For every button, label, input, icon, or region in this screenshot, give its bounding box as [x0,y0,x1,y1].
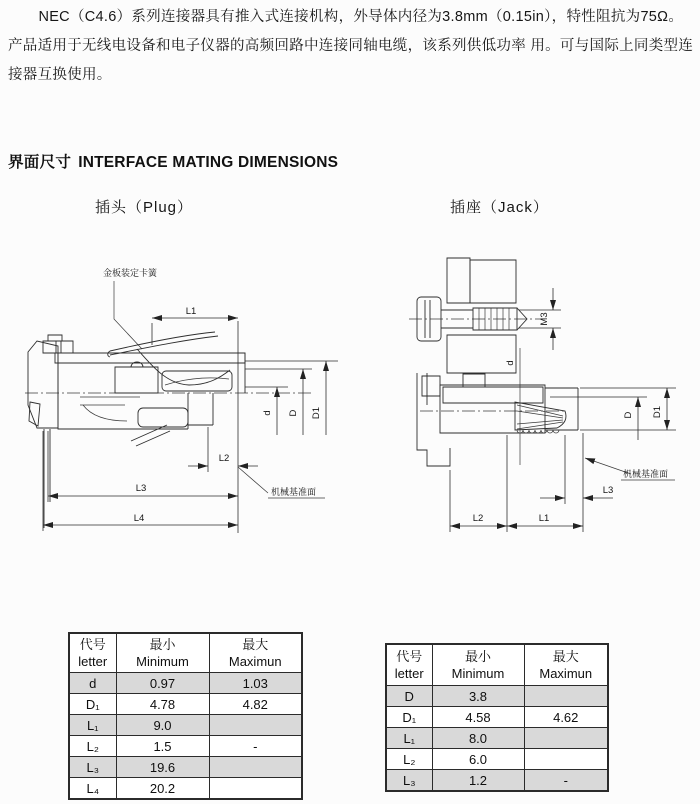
cell-max: - [209,736,302,757]
table-row [386,707,608,728]
plug-dim-d-label: d [262,410,273,416]
cell-max [209,757,302,778]
plug-datum [238,467,325,498]
cell-max: 4.82 [209,694,302,715]
cell-letter: d [69,673,116,694]
table-row [386,728,608,749]
intro-paragraph: NEC（C4.6）系列连接器具有推入式连接机构，外导体内径为3.8mm（0.15in），特性阻抗为75Ω。产品适用于无线电设备和电子仪器的高频回路中连接同轴电缆，该系列供低功率 用。可与国际上同类型连接器互换使用。 [8,9,694,83]
jack-heading: 插座（Jack） [450,199,549,216]
jack-col-max-zh: 最大 [552,648,579,664]
jack-panel [447,258,516,373]
plug-callout-leader [114,281,142,349]
jack-screw [409,297,545,341]
jack-dim-L2-label: L2 [472,513,484,524]
plug-col-letter [69,633,116,673]
cell-letter: L₄ [69,778,116,800]
jack-dimensions-table [385,643,609,792]
plug-heading: 插头（Plug） [95,199,194,216]
cell-letter: L₃ [69,757,116,778]
plug-dimensions-table [68,632,303,800]
table-row [69,757,302,778]
plug-col-min-en: Minimum [136,654,189,669]
jack-col-letter-en: letter [394,666,424,681]
jack-col-letter [386,644,432,686]
plug-dim-L1-label: L1 [185,306,197,317]
cell-letter: D₁ [69,694,116,715]
cell-letter: D [386,686,432,707]
cell-max: 1.03 [209,673,302,694]
cell-min: 4.78 [116,694,209,715]
jack-dim-D-label: D [623,411,634,419]
jack-dim-L1-label: L1 [538,513,550,524]
cell-max [524,686,608,707]
cell-letter: L₂ [386,749,432,770]
cell-min: 1.5 [116,736,209,757]
plug-dim-L2 [188,427,258,472]
cell-min: 0.97 [116,673,209,694]
cell-letter: L₂ [69,736,116,757]
cell-min: 9.0 [116,715,209,736]
cell-max [209,715,302,736]
plug-col-max-zh: 最大 [242,636,269,652]
cell-max: - [524,770,608,792]
cell-letter: L₃ [386,770,432,792]
plug-dim-D-label: D [288,409,299,417]
jack-dim-DD1 [550,388,676,440]
plug-drawing [15,245,355,545]
plug-col-letter-zh: 代号 [79,636,106,652]
plug-dim-L4-label: L4 [133,513,145,524]
cell-min: 3.8 [432,686,524,707]
plug-dim-dDD1 [245,361,338,435]
plug-body [28,332,245,528]
jack-col-max [524,644,608,686]
table-row [69,778,302,800]
cell-min: 20.2 [116,778,209,800]
jack-datum [583,433,675,532]
section-title [8,150,338,172]
jack-col-min [432,644,524,686]
plug-datum-label: 机械基准面 [271,487,317,497]
table-row [69,736,302,757]
jack-datum-label: 机械基准面 [623,469,669,479]
jack-dim-D1-label: D1 [652,405,663,419]
jack-col-letter-zh: 代号 [396,648,423,664]
table-row [69,673,302,694]
table-row [386,770,608,792]
plug-col-max [209,633,302,673]
table-row [69,694,302,715]
jack-body [417,373,578,466]
plug-dim-L2-label: L2 [218,453,230,464]
cell-min: 4.58 [432,707,524,728]
plug-callout-label: 金板装定卡簧 [103,268,158,278]
jack-dim-L3 [540,435,613,504]
cell-max [209,778,302,800]
cell-min: 19.6 [116,757,209,778]
plug-dim-L3-label: L3 [135,483,147,494]
section-title-zh: 界面尺寸 [8,154,72,171]
cell-min: 6.0 [432,749,524,770]
jack-col-min-en: Minimum [451,666,505,681]
cell-max [524,749,608,770]
plug-col-min [116,633,209,673]
jack-dim-L3-label: L3 [602,485,614,496]
cell-max [524,728,608,749]
jack-dim-d-label: d [505,360,516,366]
jack-dim-L2L1 [450,435,583,532]
table-row [386,686,608,707]
table-row [69,715,302,736]
plug-col-min-zh: 最小 [149,636,176,652]
plug-col-max-en: Maximun [228,654,282,669]
cell-letter: L₁ [386,728,432,749]
plug-dim-L4 [43,431,238,531]
jack-col-max-en: Maximun [539,666,593,681]
plug-dim-L3 [48,431,238,502]
plug-col-letter-en: letter [78,654,108,669]
jack-drawing [395,230,695,540]
cell-letter: L₁ [69,715,116,736]
cell-max: 4.62 [524,707,608,728]
jack-dim-M3-label: M3 [539,312,550,326]
plug-dim-D1-label: D1 [311,406,322,420]
cell-min: 8.0 [432,728,524,749]
table-row [386,749,608,770]
plug-dim-L1 [152,306,238,533]
jack-col-min-zh: 最小 [464,648,491,664]
cell-letter: D₁ [386,707,432,728]
section-title-en: INTERFACE MATING DIMENSIONS [78,154,339,171]
cell-min: 1.2 [432,770,524,792]
